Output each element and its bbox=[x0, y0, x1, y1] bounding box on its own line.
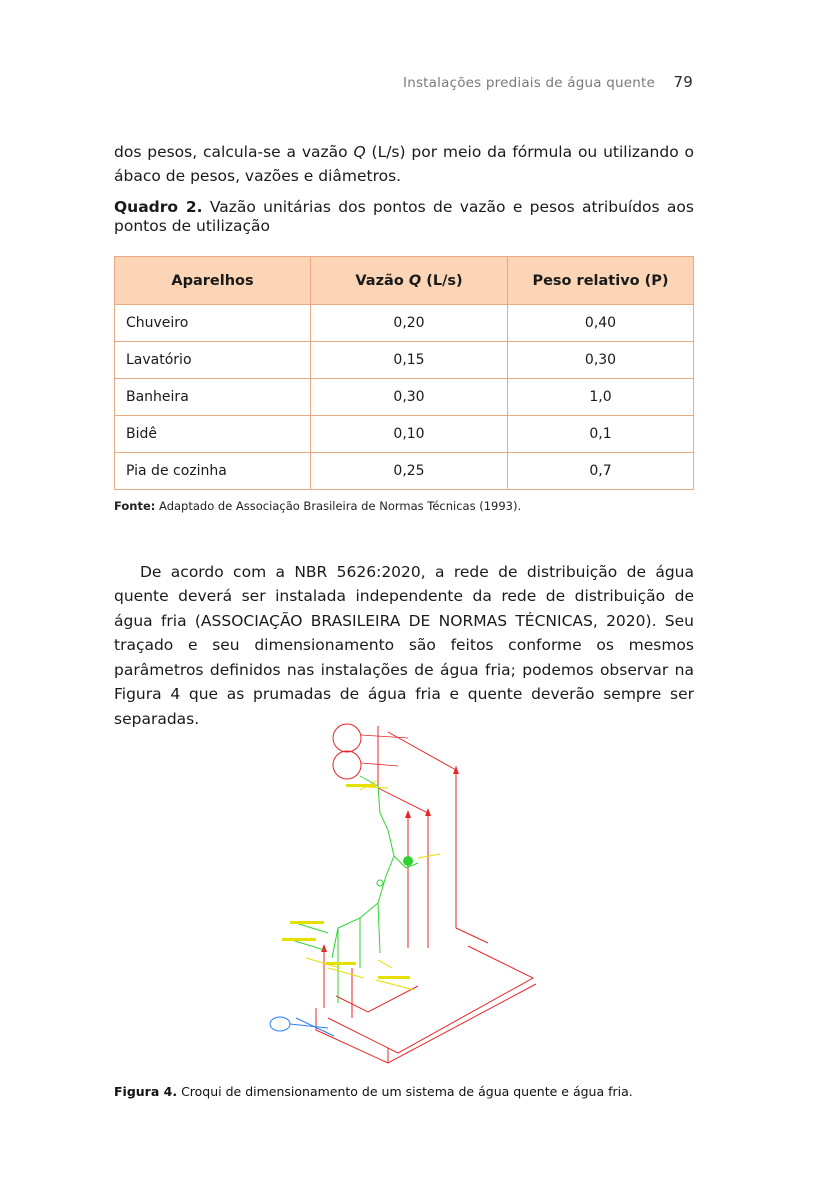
hot-water-lines bbox=[316, 726, 536, 1063]
cell-weight: 0,30 bbox=[508, 342, 694, 379]
figure-caption-label: Figura 4. bbox=[114, 1084, 178, 1099]
table-row bbox=[115, 416, 694, 453]
cell-weight: 0,7 bbox=[508, 453, 694, 490]
cell-flow: 0,10 bbox=[311, 416, 508, 453]
running-header bbox=[403, 73, 693, 91]
table-caption-text: Vazão unitárias dos pontos de vazão e pesos atribuídos aos pontos de utilização bbox=[114, 198, 694, 235]
header-vazao: Vazão Q (L/s) bbox=[311, 257, 508, 305]
cell-device: Chuveiro bbox=[115, 305, 311, 342]
detail-bubble-top bbox=[333, 724, 361, 752]
dim-text-blocks bbox=[282, 784, 410, 979]
cell-flow: 0,20 bbox=[311, 305, 508, 342]
table-row bbox=[115, 342, 694, 379]
source-label: Fonte: bbox=[114, 499, 156, 513]
running-title: Instalações prediais de água quente bbox=[403, 75, 655, 91]
cold-water-lines bbox=[292, 776, 418, 1003]
cell-flow: 0,30 bbox=[311, 379, 508, 416]
cell-device: Banheira bbox=[115, 379, 311, 416]
body-paragraph-2: De acordo com a NBR 5626:2020, a rede de distribuição de água quente deverá ser instalada independente da rede de distribuição de água fria (ASSOCIAÇÃO BRASILEIRA DE NORMAS TÉCNICAS, 2020). Seu traçado e seu dimensionamento são feitos conforme os mesmos parâmetros definidos nas instalações de água fria; podemos observar na Figura 4 que as prumadas de água fria e quente deverão sempre ser separadas. bbox=[114, 562, 694, 728]
annotation-marks bbox=[306, 780, 440, 990]
table-header-row bbox=[115, 257, 694, 305]
table-source bbox=[114, 499, 521, 513]
body-paragraph-1: dos pesos, calcula-se a vazão Q (L/s) por meio da fórmula ou utilizando o ábaco de pesos, vazões e diâmetros. bbox=[114, 142, 695, 185]
cold-water-junction bbox=[403, 856, 413, 866]
cell-device: Bidê bbox=[115, 416, 311, 453]
cell-flow: 0,15 bbox=[311, 342, 508, 379]
cell-weight: 0,40 bbox=[508, 305, 694, 342]
detail-marker bbox=[270, 1017, 334, 1036]
plumbing-isometric-sketch bbox=[268, 718, 540, 1066]
header-aparelhos: Aparelhos bbox=[115, 257, 311, 305]
table-row bbox=[115, 305, 694, 342]
cell-device: Pia de cozinha bbox=[115, 453, 311, 490]
cell-weight: 1,0 bbox=[508, 379, 694, 416]
table-caption-label: Quadro 2. bbox=[114, 198, 203, 216]
header-peso: Peso relativo (P) bbox=[508, 257, 694, 305]
table-caption bbox=[114, 198, 694, 236]
source-text: Adaptado de Associação Brasileira de Normas Técnicas (1993). bbox=[159, 499, 522, 513]
cell-device: Lavatório bbox=[115, 342, 311, 379]
page-number: 79 bbox=[673, 73, 693, 91]
cell-weight: 0,1 bbox=[508, 416, 694, 453]
cell-flow: 0,25 bbox=[311, 453, 508, 490]
figure-caption-text: Croqui de dimensionamento de um sistema de água quente e água fria. bbox=[181, 1084, 633, 1099]
table-row bbox=[115, 453, 694, 490]
flow-weight-table bbox=[114, 256, 694, 490]
detail-bubble-middle bbox=[333, 751, 361, 779]
figure-caption bbox=[114, 1084, 633, 1099]
table-row bbox=[115, 379, 694, 416]
